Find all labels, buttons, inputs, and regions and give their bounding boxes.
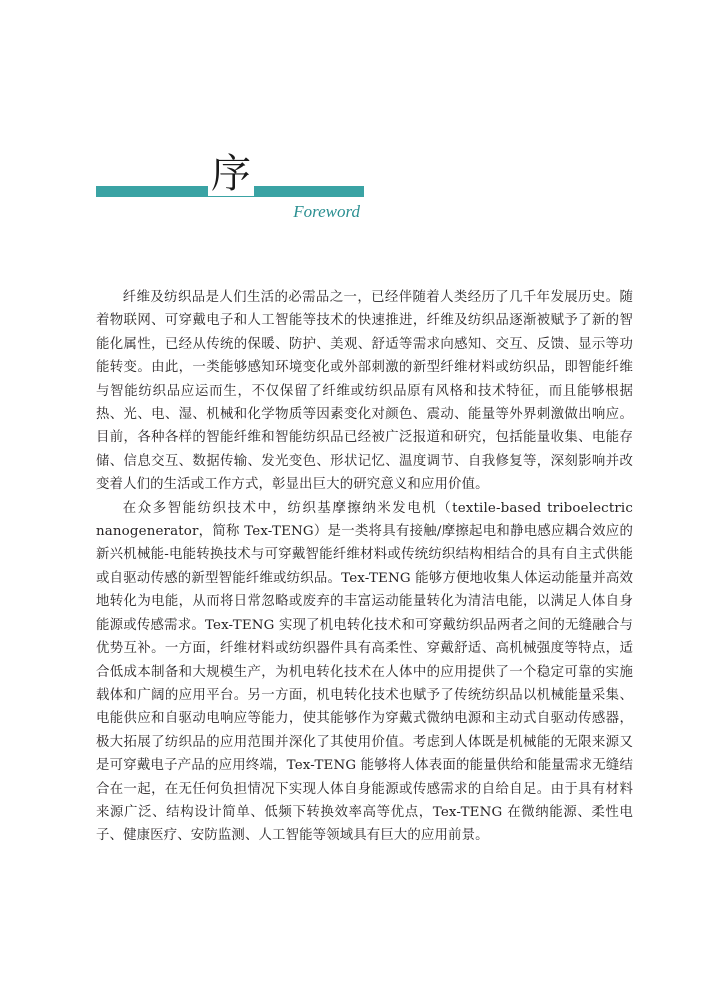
chapter-header — [96, 148, 364, 228]
paragraph-1: 纤维及纺织品是人们生活的必需品之一，已经伴随着人类经历了几千年发展历史。随着物联网、可穿戴电子和人工智能等技术的快速推进，纤维及纺织品逐渐被赋予了新的智能化属性，已经从传统的保暖、防护、美观、舒适等需求向感知、交互、反馈、显示等功能转变。由此，一类能够感知环境变化或外部刺激的新型纤维材料或纺织品，即智能纤维与智能纺织品应运而生，不仅保留了纤维或纺织品原有风格和技术特征，而且能够根据热、光、电、湿、机械和化学物质等因素变化对颜色、震动、能量等外界刺激做出响应。目前，各种各样的智能纤维和智能纺织品已经被广泛报道和研究，包括能量收集、电能存储、信息交互、数据传输、发光变色、形状记忆、温度调节、自我修复等，深刻影响并改变着人们的生活或工作方式，彰显出巨大的研究意义和应用价值。 — [96, 290, 633, 493]
paragraph-2: 在众多智能纺织技术中，纺织基摩擦纳米发电机（textile-based triboelectric nanogenerator，简称 Tex-TENG）是一类将具有接触/摩擦起电和静电感应耦合效应的新兴机械能-电能转换技术与可穿戴智能纤维材料或传统纺织结构相结合的具有自主式供能或自驱动传感的新型智能纤维或纺织品。Tex-TENG 能够方便地收集人体运动能量并高效地转化为电能，从而将日常忽略或废弃的丰富运动能量转化为清洁电能，以满足人体自身能源或传感需求。Tex-TENG 实现了机电转化技术和可穿戴纺织品两者之间的无缝融合与优势互补。一方面，纤维材料或纺织器件具有高柔性、穿戴舒适、高机械强度等特点，适合低成本制备和大规模生产，为机电转化技术在人体中的应用提供了一个稳定可靠的实施载体和广阔的应用平台。另一方面，机电转化技术也赋予了传统纺织品以机械能量采集、电能供应和自驱动电响应等能力，使其能够作为穿戴式微纳电源和主动式自驱动传感器，极大拓展了纺织品的应用范围并深化了其使用价值。考虑到人体既是机械能的无限来源又是可穿戴电子产品的应用终端，Tex-TENG 能够将人体表面的能量供给和能量需求无缝结合在一起，在无任何负担情况下实现人体自身能源或传感需求的自给自足。由于具有材料来源广泛、结构设计简单、低频下转换效率高等优点，Tex-TENG 在微纳能源、柔性电子、健康医疗、安防监测、人工智能等领域具有巨大的应用前景。 — [96, 500, 633, 844]
body-text — [96, 286, 633, 848]
page-title: 序 — [208, 152, 254, 196]
page-subtitle: Foreword — [293, 202, 360, 221]
